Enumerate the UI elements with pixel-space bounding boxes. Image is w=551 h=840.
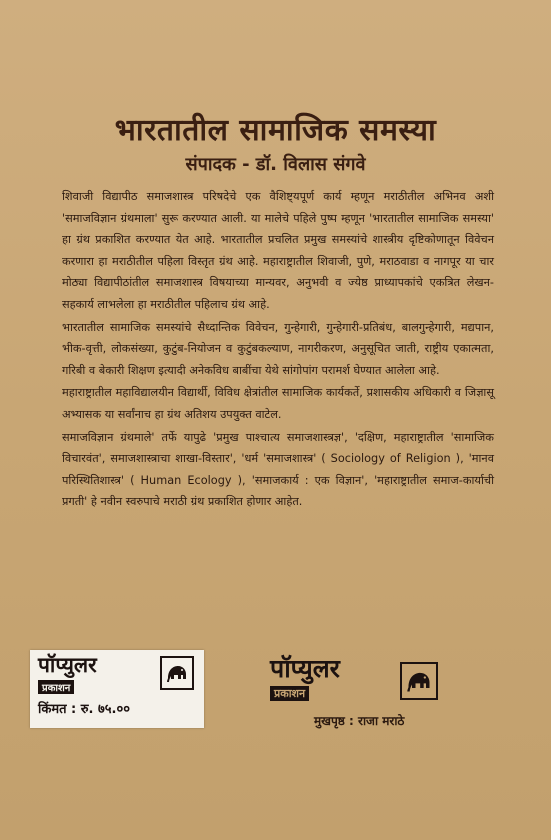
price-label: किंमत : रु. ७५.०० (38, 702, 131, 717)
editor-line: संपादक - डॉ. विलास संगवे (185, 154, 366, 175)
publisher-imprint: प्रकाशन (38, 680, 74, 694)
price-sticker (30, 650, 204, 728)
elephant-emblem-large-icon (400, 662, 438, 700)
publisher-name: पॉप्युलर (38, 653, 97, 677)
blurb-paragraph-3: महाराष्ट्रातील महाविद्यालयीन विद्यार्थी, विविध क्षेत्रांतील सामाजिक कार्यकर्ते, प्रशासकीय अधिकारी व जिज्ञासू अभ्यासक या सर्वांनाच हा ग्रंथ अतिशय उपयुक्त वाटेल. (62, 386, 494, 421)
book-title: भारतातील सामाजिक समस्या (114, 113, 437, 148)
cover-credit: मुखपृष्ठ : राजा मराठे (314, 714, 405, 728)
publisher-name-large: पॉप्युलर (270, 654, 340, 683)
blurb-paragraph-2: भारतातील सामाजिक समस्यांचे सैध्दान्तिक विवेचन, गुन्हेगारी, गुन्हेगारी-प्रतिबंध, बालगुन्हेगारी, मद्यपान, भीक-वृत्ती, लोकसंख्या, कुटुंब-नियोजन व कुटुंबकल्याण, नागरीकरण, अनुसूचित जाती, राष्ट्रीय एकात्मता, गरिबी व बेकारी शिक्षण इत्यादी अनेकविध बाबींचा येथे सांगोपांग परामर्श घेण्यात आलेला आहे. (62, 320, 494, 377)
blurb-paragraph-4: समाजविज्ञान ग्रंथमाले' तर्फे यापुढे 'प्रमुख पाश्चात्य समाजशास्त्रज्ञ', 'दक्षिण, महाराष्ट्रातील 'सामाजिक विचारवंत', समाजशास्त्राचा शाखा-विस्तार', 'धर्म 'समाजशास्त्र' ( Sociology of Religion ), 'मानव परिस्थितिशास्त्र' ( Human Ecology ), 'समाजकार्य : एक विज्ञान', 'महाराष्ट्रातील समाज-कार्याची प्रगती' हे नवीन स्वरुपाचे मराठी ग्रंथ प्रकाशित होणार आहेत. (62, 430, 494, 509)
elephant-emblem-icon (160, 656, 194, 690)
publisher-logo-small (38, 654, 97, 695)
publisher-imprint-large: प्रकाशन (270, 686, 309, 701)
publisher-logo-large (270, 656, 340, 701)
blurb (62, 186, 494, 514)
blurb-paragraph-1: शिवाजी विद्यापीठ समाजशास्त्र परिषदेचे एक वैशिष्ट्यपूर्ण कार्य म्हणून मराठीतील अभिनव अशी 'समाजविज्ञान ग्रंथमाला' सुरू करण्यात आली. या मालेचे पहिले पुष्प म्हणून 'भारतातील सामाजिक समस्या' हा ग्रंथ प्रकाशित करण्यात येत आहे. भारतातील प्रचलित प्रमुख समस्यांचे शास्त्रीय दृष्टिकोणातून विवेचन करणारा हा मराठीतील पहिला विस्तृत ग्रंथ आहे. महाराष्ट्रातील शिवाजी, पुणे, मराठवाडा व नागपूर या चार मोठ्या विद्यापीठांतील समाजशास्त्र विषयाच्या मान्यवर, अनुभवी व ज्येष्ठ प्राध्यापकांचे एकत्रित लेखन-सहकार्य लाभलेला हा मराठीतील पहिलाच ग्रंथ आहे. (62, 190, 494, 311)
